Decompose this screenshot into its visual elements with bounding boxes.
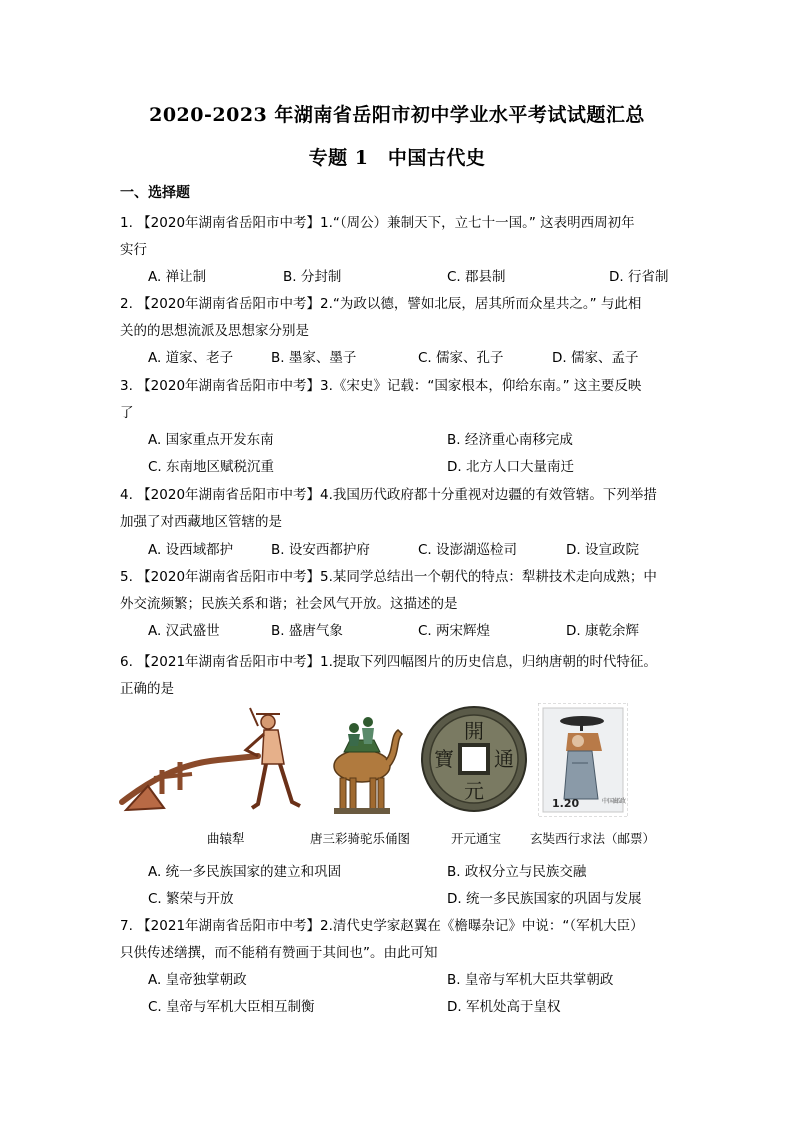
question-7-option-c[interactable]: C. 皇帝与军机大臣相互制衡 — [148, 999, 315, 1015]
question-2-option-c[interactable]: C. 儒家、孔子 — [418, 350, 504, 366]
question-1-option-a[interactable]: A. 禅让制 — [148, 269, 207, 285]
question-3-line-2: 了 — [120, 405, 134, 421]
section-heading: 一、选择题 — [120, 185, 190, 201]
caption-stamp: 玄奘西行求法（邮票） — [530, 831, 656, 846]
question-3-option-b[interactable]: B. 经济重心南移完成 — [447, 432, 573, 448]
coin-char-top: 開 — [464, 719, 484, 743]
question-6-line-1: 6. 【2021年湖南省岳阳市中考】1.提取下列四幅图片的历史信息，归纳唐朝的时代特征。 — [120, 654, 657, 670]
question-5-option-b[interactable]: B. 盛唐气象 — [271, 623, 343, 639]
question-3-option-c[interactable]: C. 东南地区赋税沉重 — [148, 459, 275, 475]
caption-camel-figure: 唐三彩骑驼乐俑图 — [310, 831, 411, 846]
question-2-option-b[interactable]: B. 墨家、墨子 — [271, 350, 357, 366]
question-4-option-b[interactable]: B. 设安西都护府 — [271, 542, 370, 558]
question-1-line-1: 1. 【2020年湖南省岳阳市中考】1.“（周公）兼制天下，立七十一国。” 这表明西周初年 — [120, 215, 635, 231]
question-7-line-1: 7. 【2021年湖南省岳阳市中考】2.清代史学家赵翼在《檐曝杂记》中说：“（军机大臣） — [120, 918, 644, 934]
question-1-option-c[interactable]: C. 郡县制 — [447, 269, 506, 285]
document-subtitle: 专题 1 中国古代史 — [308, 147, 486, 169]
question-6-line-2: 正确的是 — [120, 681, 174, 697]
coin-char-bottom: 元 — [464, 779, 484, 803]
caption-curved-plow: 曲辕犁 — [207, 831, 245, 846]
stamp-value: 1.20 — [552, 797, 580, 810]
question-2-option-a[interactable]: A. 道家、老子 — [148, 350, 234, 366]
question-2-line-1: 2. 【2020年湖南省岳阳市中考】2.“为政以德，譬如北辰，居其所而众星共之。” 与此相 — [120, 296, 642, 312]
question-5-line-1: 5. 【2020年湖南省岳阳市中考】5.某同学总结出一个朝代的特点：犁耕技术走向成熟；中 — [120, 569, 657, 585]
caption-coin: 开元通宝 — [451, 831, 502, 846]
document-title: 2020-2023 年湖南省岳阳市初中学业水平考试试题汇总 — [149, 104, 645, 126]
question-4-option-c[interactable]: C. 设澎湖巡检司 — [418, 542, 518, 558]
question-5-line-2: 外交流频繁；民族关系和谐；社会风气开放。这描述的是 — [120, 596, 458, 612]
question-6-option-a[interactable]: A. 统一多民族国家的建立和巩固 — [148, 864, 342, 880]
question-4-line-2: 加强了对西藏地区管辖的是 — [120, 514, 282, 530]
xuanzang-stamp — [538, 703, 628, 817]
question-6-option-d[interactable]: D. 统一多民族国家的巩固与发展 — [447, 891, 642, 907]
curved-plow-illustration — [118, 704, 304, 816]
question-5-option-d[interactable]: D. 康乾余辉 — [566, 623, 639, 639]
tang-sancai-camel-figure — [320, 704, 404, 818]
question-2-option-d[interactable]: D. 儒家、孟子 — [552, 350, 639, 366]
question-7-option-b[interactable]: B. 皇帝与军机大臣共掌朝政 — [447, 972, 614, 988]
question-4-line-1: 4. 【2020年湖南省岳阳市中考】4.我国历代政府都十分重视对边疆的有效管辖。下列举措 — [120, 487, 657, 503]
question-3-line-1: 3. 【2020年湖南省岳阳市中考】3.《宋史》记载：“国家根本，仰给东南。” 这主要反映 — [120, 378, 642, 394]
kaiyuan-tongbao-coin — [420, 704, 528, 814]
question-7-option-d[interactable]: D. 军机处高于皇权 — [447, 999, 561, 1015]
question-7-line-2: 只供传述缮撰，而不能稍有赞画于其间也”。由此可知 — [120, 945, 438, 961]
question-7-option-a[interactable]: A. 皇帝独掌朝政 — [148, 972, 247, 988]
question-3-option-a[interactable]: A. 国家重点开发东南 — [148, 432, 274, 448]
question-1-option-b[interactable]: B. 分封制 — [283, 269, 342, 285]
question-4-option-d[interactable]: D. 设宣政院 — [566, 542, 639, 558]
question-6-option-b[interactable]: B. 政权分立与民族交融 — [447, 864, 587, 880]
coin-char-left: 寶 — [434, 747, 454, 771]
question-1-option-d[interactable]: D. 行省制 — [609, 269, 669, 285]
question-2-line-2: 关的的思想流派及思想家分别是 — [120, 323, 309, 339]
stamp-country: 中国邮政 — [602, 798, 627, 805]
question-4-option-a[interactable]: A. 设西域都护 — [148, 542, 234, 558]
question-5-option-a[interactable]: A. 汉武盛世 — [148, 623, 220, 639]
question-3-option-d[interactable]: D. 北方人口大量南迁 — [447, 459, 574, 475]
question-6-option-c[interactable]: C. 繁荣与开放 — [148, 891, 234, 907]
question-1-line-2: 实行 — [120, 242, 147, 258]
question-5-option-c[interactable]: C. 两宋辉煌 — [418, 623, 491, 639]
coin-char-right: 通 — [494, 747, 514, 771]
